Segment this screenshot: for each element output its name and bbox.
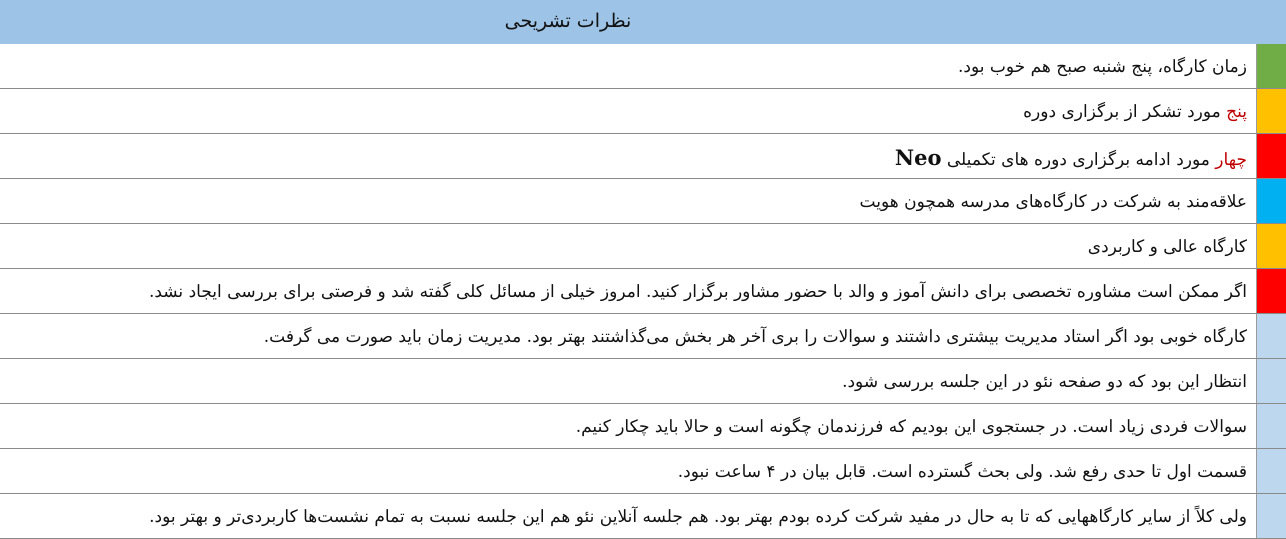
- comment-row[interactable]: [0, 314, 1286, 359]
- comment-text: کارگاه عالی و کاربردی: [1087, 237, 1247, 257]
- comment-text: قسمت اول تا حدی رفع شد. ولی بحث گسترده است. قابل بیان در ۴ ساعت نبود.: [677, 462, 1247, 482]
- status-color-cell: [1257, 449, 1286, 493]
- status-color-cell: [1257, 44, 1286, 88]
- comments-list: [0, 44, 1286, 539]
- header-band: [0, 0, 1286, 44]
- comment-row[interactable]: [0, 44, 1286, 89]
- comment-row[interactable]: [0, 404, 1286, 449]
- comment-text: اگر ممکن است مشاوره تخصصی برای دانش آموز و والد با حضور مشاور برگزار کنید. امروز خیلی از مسائل کلی گفته شد و فرصتی برای بررسی ایجاد نشد.: [148, 282, 1247, 302]
- status-color-cell: [1257, 179, 1286, 223]
- count-word: پنج: [1226, 102, 1247, 122]
- count-word: چهار: [1215, 150, 1247, 170]
- header-title: نظرات تشریحی: [504, 10, 632, 32]
- status-color-cell: [1257, 494, 1286, 538]
- status-color-cell: [1257, 224, 1286, 268]
- comment-row[interactable]: [0, 89, 1286, 134]
- status-color-cell: [1257, 359, 1286, 403]
- comment-row[interactable]: [0, 359, 1286, 404]
- comment-row[interactable]: [0, 224, 1286, 269]
- comment-text: انتظار این بود که دو صفحه نئو در این جلسه بررسی شود.: [842, 372, 1247, 392]
- comment-text: ولی کلاً از سایر کارگاههایی که تا به حال در مفید شرکت کرده بودم بهتر بود. هم جلسه آنلاین نئو هم این جلسه نسبت به تمام نشست‌ها کاربردی‌تر و بهتر بود.: [149, 507, 1247, 527]
- status-color-cell: [1257, 269, 1286, 313]
- comment-text: چهار مورد ادامه برگزاری دوره های تکمیلی Neo: [894, 145, 1247, 170]
- comment-row[interactable]: [0, 134, 1286, 179]
- comment-text: کارگاه خوبی بود اگر استاد مدیریت بیشتری داشتند و سوالات را بری آخر هر بخش می‌گذاشتند بهتر بود. مدیریت زمان باید صورت می گرفت.: [263, 327, 1247, 347]
- status-color-cell: [1257, 314, 1286, 358]
- comment-row[interactable]: [0, 179, 1286, 224]
- comment-row[interactable]: [0, 449, 1286, 494]
- comment-text: سوالات فردی زیاد است. در جستجوی این بودیم که فرزندمان چگونه است و حالا باید چکار کنیم.: [575, 417, 1247, 437]
- comment-text: علاقه‌مند به شرکت در کارگاه‌های مدرسه همچون هویت: [859, 192, 1247, 212]
- comment-row[interactable]: [0, 269, 1286, 314]
- status-color-cell: [1257, 134, 1286, 178]
- neo-label: Neo: [894, 145, 942, 170]
- comment-row[interactable]: [0, 494, 1286, 539]
- comment-text: زمان کارگاه، پنج شنبه صبح هم خوب بود.: [957, 57, 1247, 77]
- status-color-cell: [1257, 89, 1286, 133]
- comment-text: پنج مورد تشکر از برگزاری دوره: [1023, 102, 1247, 122]
- status-color-cell: [1257, 404, 1286, 448]
